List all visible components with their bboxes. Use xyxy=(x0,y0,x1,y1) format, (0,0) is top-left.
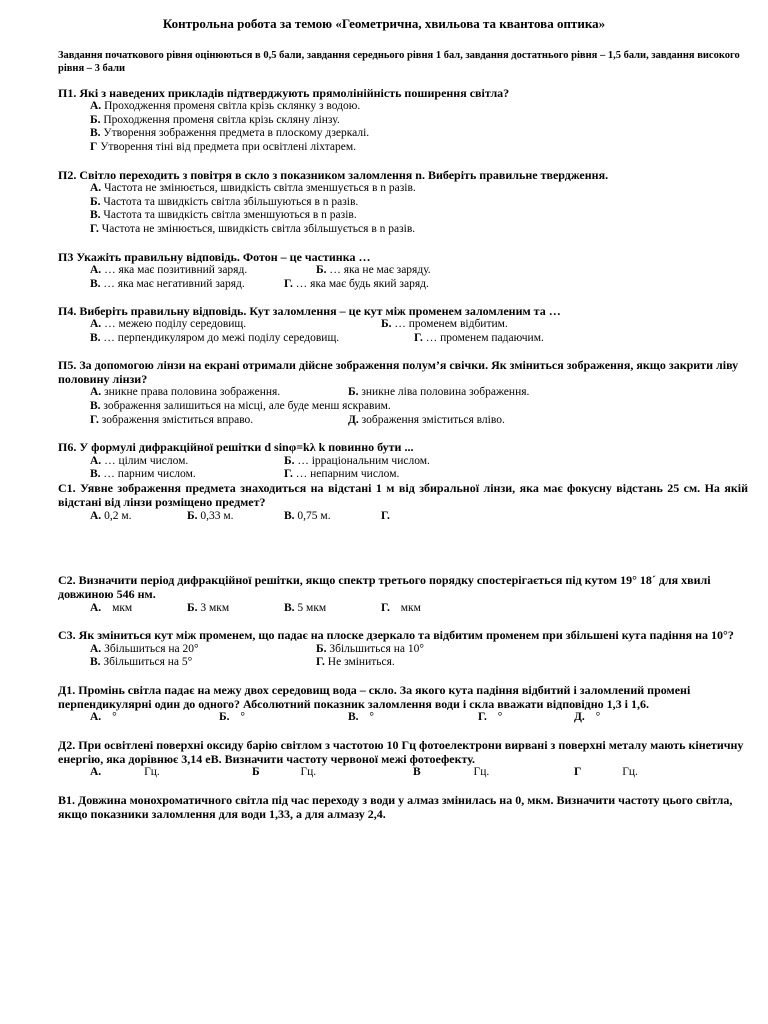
option-d: Д. зображення зміститься вліво. xyxy=(348,414,505,426)
option-v: В. зображення залишиться на місці, але буде менш яскравим. xyxy=(90,400,391,412)
option-d: Д. ° xyxy=(574,711,601,723)
option-a: А. … яка має позитивний заряд. xyxy=(90,264,248,276)
grading-note: Завдання початкового рівня оцінюються в 0,5 бали, завдання середнього рівня 1 бал, завдання достатнього рівня – 1,5 бали, завдання високого рівня – 3 бали xyxy=(58,50,740,74)
option-b: Б. … яка не має заряду. xyxy=(316,264,431,276)
option-v: В. … парним числом. xyxy=(90,468,196,480)
question-d1: Д1. Промінь світла падає на межу двох середовищ вода – скло. За якого кута падіння відбитий і заломлений промені перпендикулярні один до одного? Абсолютний показник заломлення води і скла вважати відповідно 1,3 і 1,6. xyxy=(58,683,691,711)
option-v: В. 0,75 м. xyxy=(284,510,331,522)
option-a: А. мкм xyxy=(90,602,133,614)
option-g: Г. … яка має будь який заряд. xyxy=(284,278,429,290)
option-a: А. зникне права половина зображення. xyxy=(90,386,281,398)
question-c2: С2. Визначити період дифракційної решітки, якщо спектр третього порядку спостерігається під кутом 19° 18´ для хвилі довжиною 546 нм. xyxy=(58,573,711,601)
option-g: Г. Частота не змінюється, швидкість світла збільшується в n разів. xyxy=(90,222,416,235)
option-b: Б. Проходження променя світла крізь скляну лінзу. xyxy=(90,113,340,126)
question-d2: Д2. При освітлені поверхні оксиду барію світлом з частотою 10 Гц фотоелектрони вирвані з поверхні металу мають кінетичну енергію, яка дорівнює 3,14 еВ. Визначити частоту червоної межі фотоефекту. xyxy=(58,738,744,766)
options-p2 xyxy=(90,182,416,236)
option-g: Г. зображення зміститься вправо. xyxy=(90,414,254,426)
option-v: В. Частота та швидкість світла зменшуються в n разів. xyxy=(90,209,357,221)
question-p5: П5. За допомогою лінзи на екрані отримали дійсне зображення полум’я свічки. Як зміниться зображення, якщо закрити ліву половину лінзи? xyxy=(58,358,739,386)
option-v: В Гц. xyxy=(413,766,490,778)
option-g: Г Гц. xyxy=(574,766,638,778)
option-b: Б. 3 мкм xyxy=(187,602,230,614)
option-g: Г. … непарним числом. xyxy=(284,468,400,480)
option-v: В. … перпендикуляром до межі поділу середовищ. xyxy=(90,332,340,344)
option-v: В. Збільшиться на 5° xyxy=(90,656,193,668)
option-a: А. … цілим числом. xyxy=(90,455,189,467)
question-c3: С3. Як зміниться кут між променем, що падає на плоске дзеркало та відбитим променем при збільшені кута падіння на 10°? xyxy=(58,628,734,642)
option-v: В. 5 мкм xyxy=(284,602,327,614)
option-g: Г. мкм xyxy=(381,602,421,614)
option-a: А. Частота не змінюється, швидкість світла зменшується в n разів. xyxy=(90,182,416,194)
option-g: Г. xyxy=(381,510,390,522)
option-g: Г. ° xyxy=(478,711,503,723)
option-b: Б. … променем відбитим. xyxy=(381,318,508,330)
option-b: Б. Збільшиться на 10° xyxy=(316,643,424,655)
question-p3: П3 Укажіть правильну відповідь. Фотон – це частинка … xyxy=(58,250,371,264)
option-g: Г. … променем падаючим. xyxy=(414,332,544,344)
option-b: Б. 0,33 м. xyxy=(187,510,234,522)
option-b: Б. зникне ліва половина зображення. xyxy=(348,386,530,398)
option-a: А. … межею поділу середовищ. xyxy=(90,318,247,330)
page-title: Контрольна робота за темою «Геометрична, хвильова та квантова оптика» xyxy=(162,16,606,31)
option-a: А. Збільшиться на 20° xyxy=(90,643,199,655)
option-v: В. … яка має негативний заряд. xyxy=(90,278,245,290)
question-v1: В1. Довжина монохроматичного світла під час переходу з води у алмаз змінилась на 0, мкм. Визначити частоту цього світла, якщо показники заломлення для води 1,33, а для алмазу 2,4. xyxy=(58,793,733,821)
question-p4: П4. Виберіть правильну відповідь. Кут заломлення – це кут між променем заломленим та … xyxy=(58,304,561,318)
question-c1: С1. Уявне зображення предмета знаходиться на відстані 1 м від збиральної лінзи, яка має фокусну відстань 25 см. На якій відстані від лінзи розміщено предмет? xyxy=(58,481,748,509)
options-p1 xyxy=(90,100,369,154)
question-p1: П1. Які з наведених прикладів підтверджують прямолінійність поширення світла? xyxy=(58,86,510,100)
option-a: А. Гц. xyxy=(90,766,160,778)
option-a: А. 0,2 м. xyxy=(90,510,132,522)
question-p6: П6. У формулі дифракційної решітки d sinφ=kλ k повинно бути ... xyxy=(58,440,414,454)
option-b: Б Гц. xyxy=(252,766,317,778)
question-p2: П2. Світло переходить з повітря в скло з показником заломлення n. Виберіть правильне твердження. xyxy=(58,168,609,182)
option-a: А. Проходження променя світла крізь склянку з водою. xyxy=(90,100,361,112)
option-a: А. ° xyxy=(90,711,117,723)
option-g: Г. Не зміниться. xyxy=(316,656,395,668)
option-v: В. Утворення зображення предмета в плоскому дзеркалі. xyxy=(90,127,370,139)
option-b: Б. Частота та швидкість світла збільшуються в n разів. xyxy=(90,195,359,208)
option-v: В. ° xyxy=(348,711,375,723)
option-g: Г Утворення тіні від предмета при освітлені ліхтарем. xyxy=(90,140,357,153)
option-b: Б. … ірраціональним числом. xyxy=(284,455,430,467)
option-b: Б. ° xyxy=(219,711,245,723)
